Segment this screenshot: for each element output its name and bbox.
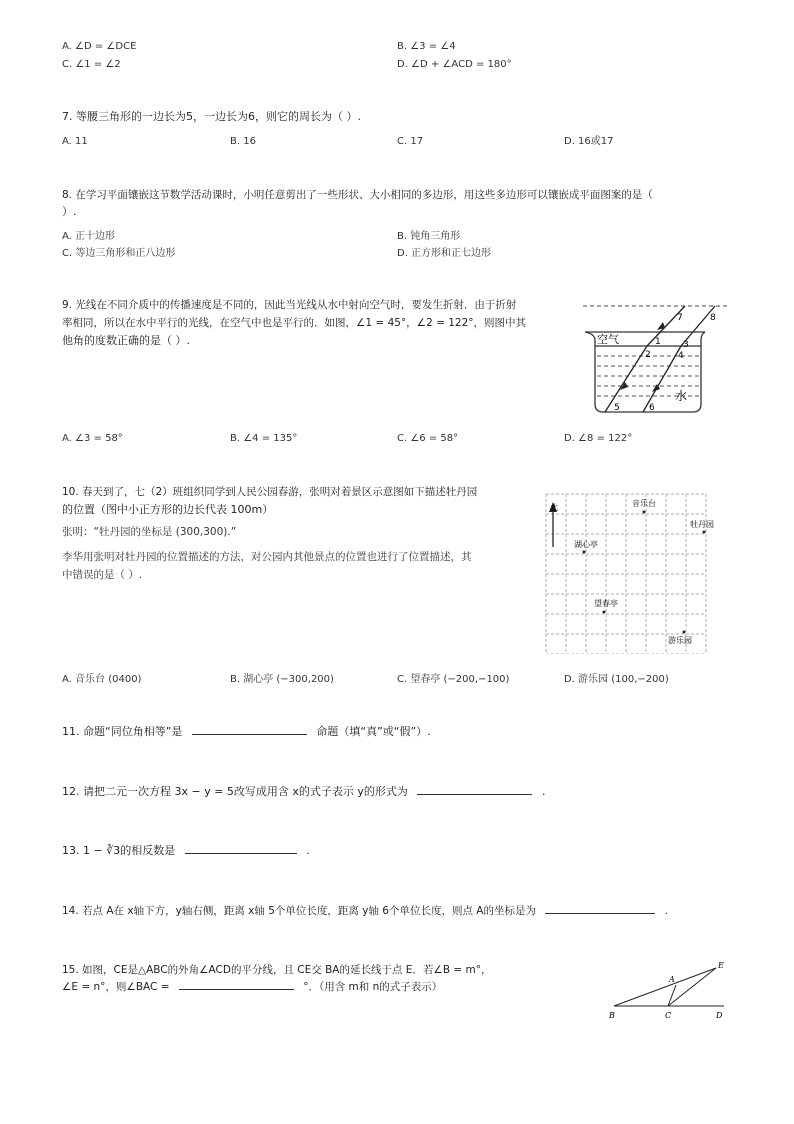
- q12-post: .: [541, 785, 546, 798]
- q15-answer-blank[interactable]: [179, 979, 294, 990]
- q8-stem-line2: ）.: [62, 205, 77, 218]
- point-b-label: B: [609, 1011, 615, 1020]
- q12-line: [62, 784, 545, 800]
- q15-line2: [62, 979, 442, 995]
- q7-option-d: D. 16或17: [564, 136, 614, 147]
- q6-option-b: B. ∠3 = ∠4: [397, 41, 456, 52]
- q10-option-b: B. 湖心亭 (−300,200): [230, 674, 334, 685]
- q9-option-d: D. ∠8 = 122°: [564, 433, 633, 444]
- air-label: 空气: [597, 333, 619, 346]
- music-stage-label: 音乐台: [632, 499, 656, 508]
- q14-post: .: [664, 905, 669, 917]
- angle-3-label: 3: [683, 340, 689, 350]
- park-map-figure: [544, 492, 720, 654]
- angle-6-label: 6: [649, 403, 655, 413]
- q10-stem-line3: 李华用张明对牡丹园的位置描述的方法，对公园内其他景点的位置也进行了位置描述，其: [62, 551, 472, 563]
- refraction-figure: [575, 300, 735, 420]
- angle-7-label: 7: [677, 313, 683, 323]
- q11-pre: 11. 命题“同位角相等”是: [62, 725, 183, 738]
- peony-garden-point: [703, 531, 706, 534]
- q13-post: .: [306, 844, 310, 857]
- angle-8-label: 8: [710, 313, 716, 323]
- q15-post2: °．（用含 m和 n的式子表示）: [303, 981, 443, 993]
- lake-pavilion-point: [583, 551, 586, 554]
- q15-stem-line1: 15. 如图，CE是△ABC的外角∠ACD的平分线，且 CE交 BA的延长线于点 E．若∠B = m°，: [62, 964, 492, 976]
- q9-option-c: C. ∠6 = 58°: [397, 433, 459, 444]
- q6-option-a: A. ∠D = ∠DCE: [62, 41, 137, 52]
- q9-option-b: B. ∠4 = 135°: [230, 433, 298, 444]
- q11-line: [62, 724, 431, 740]
- q9-stem-line2: 率相同，所以在水中平行的光线，在空气中也是平行的．如图，∠1 = 45°，∠2 = 122°，则图中其: [62, 317, 527, 329]
- q6-option-c: C. ∠1 = ∠2: [62, 59, 121, 70]
- q10-option-d: D. 游乐园 (100,−200): [564, 674, 669, 685]
- peony-garden-label: 牡丹园: [690, 520, 714, 529]
- q8-option-b: B. 钝角三角形: [397, 231, 461, 242]
- q7-option-a: A. 11: [62, 136, 88, 147]
- point-d-label: D: [716, 1011, 723, 1020]
- q8-option-d: D. 正方形和正七边形: [397, 248, 492, 259]
- q10-option-c: C. 望春亭 (−200,−100): [397, 674, 510, 685]
- q13-line: [62, 843, 310, 859]
- q8-option-a: A. 正十边形: [62, 231, 116, 242]
- q8-stem-line1: 8. 在学习平面镶嵌这节数学活动课时，小明任意剪出了一些形状、大小相同的多边形，用这些多边形可以镶嵌成平面图案的是（: [62, 189, 653, 201]
- point-a-label: A: [669, 975, 675, 984]
- q12-answer-blank[interactable]: [417, 784, 532, 795]
- angle-4-label: 4: [678, 351, 684, 361]
- park-map-grid: [546, 494, 706, 654]
- line-be: [614, 968, 716, 1006]
- q12-pre: 12. 请把二元一次方程 3x − y = 5改写成用含 x的式子表示 y的形式为: [62, 785, 408, 798]
- angle-5-label: 5: [614, 403, 620, 413]
- water-label: 水: [675, 389, 688, 403]
- q10-option-a: A. 音乐台 (0400): [62, 674, 142, 685]
- q9-option-a: A. ∠3 = 58°: [62, 433, 123, 444]
- q10-stem-line1: 10. 春天到了，七（2）班组织同学到人民公园春游，张明对着景区示意图如下描述牡丹园: [62, 486, 478, 498]
- amusement-park-label: 游乐园: [668, 636, 692, 645]
- q7-option-c: C. 17: [397, 136, 424, 147]
- lake-pavilion-label: 湖心亭: [574, 540, 598, 549]
- q14-pre: 14. 若点 A在 x轴下方，y轴右侧，距离 x轴 5个单位长度，距离 y轴 6个单位长度，则点 A的坐标是为: [62, 905, 536, 917]
- q7-option-b: B. 16: [230, 136, 256, 147]
- angle-1-label: 1: [655, 337, 661, 347]
- q13-pre: 13. 1 − ∛3的相反数是: [62, 844, 176, 857]
- angle-2-label: 2: [645, 350, 651, 360]
- triangle-figure: [606, 958, 732, 1024]
- light-ray-left-air: [647, 306, 685, 346]
- spring-pavilion-label: 望春亭: [594, 599, 618, 608]
- north-label: 北: [550, 503, 558, 512]
- point-e-label: E: [718, 961, 724, 970]
- q10-quote: 张明：“牡丹园的坐标是 (300,300).”: [62, 526, 237, 538]
- q15-pre2: ∠E = n°，则∠BAC =: [62, 981, 170, 993]
- q11-post: 命题（填“真”或“假”）.: [316, 725, 431, 738]
- q10-stem-line4: 中错误的是（ ）.: [62, 569, 143, 581]
- q11-answer-blank[interactable]: [192, 724, 307, 735]
- q14-answer-blank[interactable]: [545, 903, 655, 914]
- q6-option-d: D. ∠D + ∠ACD = 180°: [397, 59, 512, 70]
- q8-option-c: C. 等边三角形和正八边形: [62, 248, 176, 259]
- music-stage-point: [643, 511, 646, 514]
- q14-line: [62, 903, 668, 919]
- amusement-park-point: [683, 631, 686, 634]
- q7-stem: 7. 等腰三角形的一边长为5，一边长为6，则它的周长为（ ）.: [62, 110, 361, 123]
- spring-pavilion-point: [603, 611, 606, 614]
- q9-stem-line3: 他角的度数正确的是（ ）.: [62, 334, 190, 347]
- q10-stem-line2: 的位置（图中小正方形的边长代表 100m）: [62, 503, 274, 516]
- q13-answer-blank[interactable]: [185, 843, 297, 854]
- point-c-label: C: [665, 1011, 672, 1020]
- q9-stem-line1: 9. 光线在不同介质中的传播速度是不同的，因此当光线从水中射向空气时，要发生折射．由于折射: [62, 299, 517, 311]
